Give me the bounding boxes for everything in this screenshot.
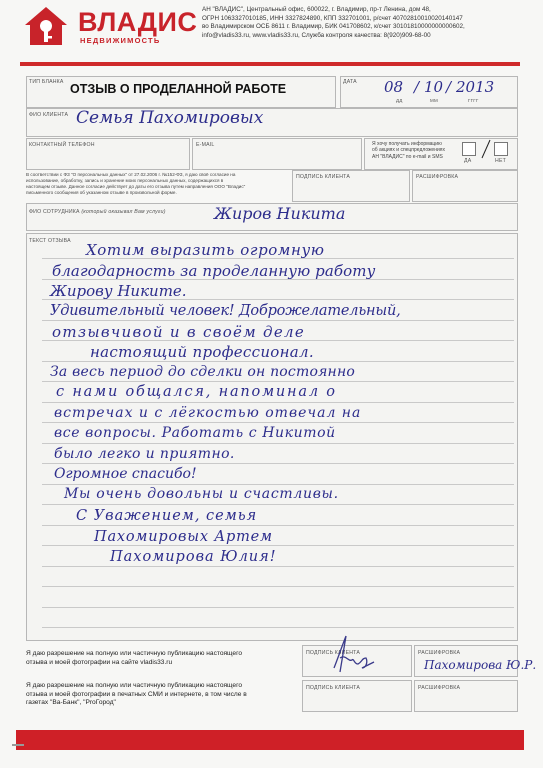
- decode-handwritten-value: Пахомирова Ю.Р.: [424, 658, 537, 672]
- ruled-line: [42, 586, 514, 587]
- ruled-line: [42, 607, 514, 608]
- client-signature-mark: [322, 628, 382, 678]
- ruled-line: [42, 402, 514, 403]
- consent-line: газетах "Ва-Банк", "ProГород": [26, 699, 116, 707]
- review-line: За весь период до сделки он постоянно: [50, 364, 356, 380]
- review-line: все вопросы. Работать с Никитой: [54, 425, 336, 441]
- date-label: ДАТА: [343, 79, 357, 85]
- consent-line: отзыва и моей фотографии на сайте vladis33.ru: [26, 658, 173, 666]
- employee-name-value[interactable]: Жиров Никита: [214, 204, 346, 223]
- ruled-line: [42, 566, 514, 567]
- ruled-line: [42, 361, 514, 362]
- employee-label-text: ФИО СОТРУДНИКА: [29, 209, 80, 215]
- phone-label: КОНТАКТНЫЙ ТЕЛЕФОН: [29, 142, 95, 148]
- decode-label-2: РАСШИФРОВКА: [418, 685, 461, 691]
- review-line: отзывчивой и в своём деле: [52, 323, 306, 341]
- email-box: [192, 138, 362, 170]
- review-line: настоящий профессионал.: [90, 343, 314, 361]
- form-type-label: ТИП БЛАНКА: [29, 79, 64, 85]
- date-day[interactable]: 08: [384, 78, 404, 96]
- client-signature-label: ПОДПИСЬ КЛИЕНТА: [296, 174, 351, 180]
- no-label: НЕТ: [495, 158, 506, 164]
- client-name-value[interactable]: Семья Пахомировых: [76, 108, 264, 128]
- email-label: E-MAIL: [196, 142, 215, 148]
- review-line: Пахомирова Юлия!: [110, 549, 277, 565]
- consent-line: Я даю разрешение на полную или частичную публикацию настоящего: [26, 650, 242, 657]
- footer-bar: [16, 730, 524, 750]
- law-line: настоящем отзыве. Данное согласие действует до даты его отзыва путем направления ООО "Владис": [26, 184, 246, 189]
- ruled-line: [42, 381, 514, 382]
- review-line: Мы очень довольны и счастливы.: [64, 486, 339, 502]
- form-title: ОТЗЫВ О ПРОДЕЛАННОЙ РАБОТЕ: [70, 82, 287, 96]
- date-year-hint: ГГГГ: [468, 98, 479, 103]
- law-line: В соответствии с ФЗ "О персональных данных" от 27.02.2006 г. №152-ФЗ, я даю своё согласие на: [26, 172, 236, 177]
- house-logo-icon: [24, 6, 68, 46]
- decode-label: РАСШИФРОВКА: [416, 174, 459, 180]
- company-details: [202, 6, 520, 40]
- date-separator-1: /: [414, 78, 420, 96]
- date-separator-2: /: [446, 78, 452, 96]
- review-text-label: ТЕКСТ ОТЗЫВА: [29, 238, 71, 244]
- subscribe-yes-checkbox[interactable]: [462, 142, 476, 156]
- review-line: Удивительный человек! Доброжелательный,: [50, 303, 401, 319]
- review-line: с нами общался, напоминал о: [56, 384, 337, 400]
- date-year[interactable]: 2013: [456, 78, 495, 96]
- print-publication-consent: [26, 682, 247, 708]
- personal-data-consent: [26, 172, 296, 196]
- consent-line: отзыва и моей фотографии в печатных СМИ и интернете, в том числе в: [26, 690, 247, 698]
- law-line: использование, обработку, запись и хранение моих персональных данных, содержащихся в: [26, 178, 224, 183]
- yes-label: ДА: [464, 158, 472, 164]
- corner-mark: [12, 744, 24, 746]
- ruled-line: [42, 463, 514, 464]
- review-line: встречах и с лёгкостью отвечал на: [54, 405, 362, 421]
- subscribe-line: АН "ВЛАДИС" по e-mail и SMS: [372, 153, 443, 160]
- ruled-line: [42, 443, 514, 444]
- law-line: письменного сообщения об указанном отзыве в произвольной форме.: [26, 190, 177, 195]
- date-month-hint: ММ: [430, 98, 438, 103]
- company-details-line: info@vladis33.ru, www.vladis33.ru, Служба контроля качества: 8(920)909-68-00: [202, 31, 431, 39]
- brand-name: ВЛАДИС: [78, 7, 198, 37]
- company-details-line: во Владимирском ОСБ 8611 г. Владимир, БИК 041708602, к/счет 30101810000000000602,: [202, 23, 465, 31]
- review-line: было легко и приятно.: [54, 446, 235, 462]
- decode-label-1: РАСШИФРОВКА: [418, 650, 461, 656]
- slash-mark-icon: [480, 139, 492, 159]
- site-publication-consent: [26, 650, 242, 667]
- company-details-line: АН "ВЛАДИС", Центральный офис, 600022, г. Владимир, пр-т Ленина, дом 48,: [202, 6, 431, 13]
- review-line: С Уважением, семья: [76, 508, 258, 524]
- subscribe-line: Я хочу получать информацию: [372, 141, 442, 147]
- ruled-line: [42, 525, 514, 526]
- subscribe-no-checkbox[interactable]: [494, 142, 508, 156]
- header-divider: [20, 62, 520, 66]
- signature-label-2: ПОДПИСЬ КЛИЕНТА: [306, 685, 361, 691]
- ruled-line: [42, 627, 514, 628]
- employee-label: [29, 209, 166, 215]
- ruled-line: [42, 320, 514, 321]
- ruled-line: [42, 504, 514, 505]
- ruled-line: [42, 545, 514, 546]
- ruled-line: [42, 484, 514, 485]
- client-name-label: ФИО КЛИЕНТА: [29, 112, 69, 118]
- date-day-hint: ДД: [396, 98, 403, 103]
- brand-subtitle: НЕДВИЖИМОСТЬ: [80, 36, 161, 45]
- review-line: Хотим выразить огромную: [86, 241, 325, 259]
- consent-line: Я даю разрешение на полную или частичную публикацию настоящего: [26, 682, 242, 689]
- date-month[interactable]: 10: [424, 78, 444, 96]
- review-line: Пахомировых Артем: [94, 529, 273, 545]
- subscribe-line: об акциях и спецпредложениях: [372, 147, 445, 154]
- review-line: благодарность за проделанную работу: [52, 262, 376, 280]
- employee-label-hint: (который оказывал Вам услуги): [81, 209, 166, 215]
- ruled-line: [42, 422, 514, 423]
- company-details-line: ОГРН 1063327010185, ИНН 3327824890, КПП 332701001, р/счет 40702810010020140147: [202, 14, 463, 22]
- review-line: Огромное спасибо!: [54, 466, 197, 482]
- review-line: Жирову Никите.: [50, 282, 187, 300]
- subscribe-text: [372, 141, 445, 160]
- signature-label-1: ПОДПИСЬ КЛИЕНТА: [306, 650, 361, 656]
